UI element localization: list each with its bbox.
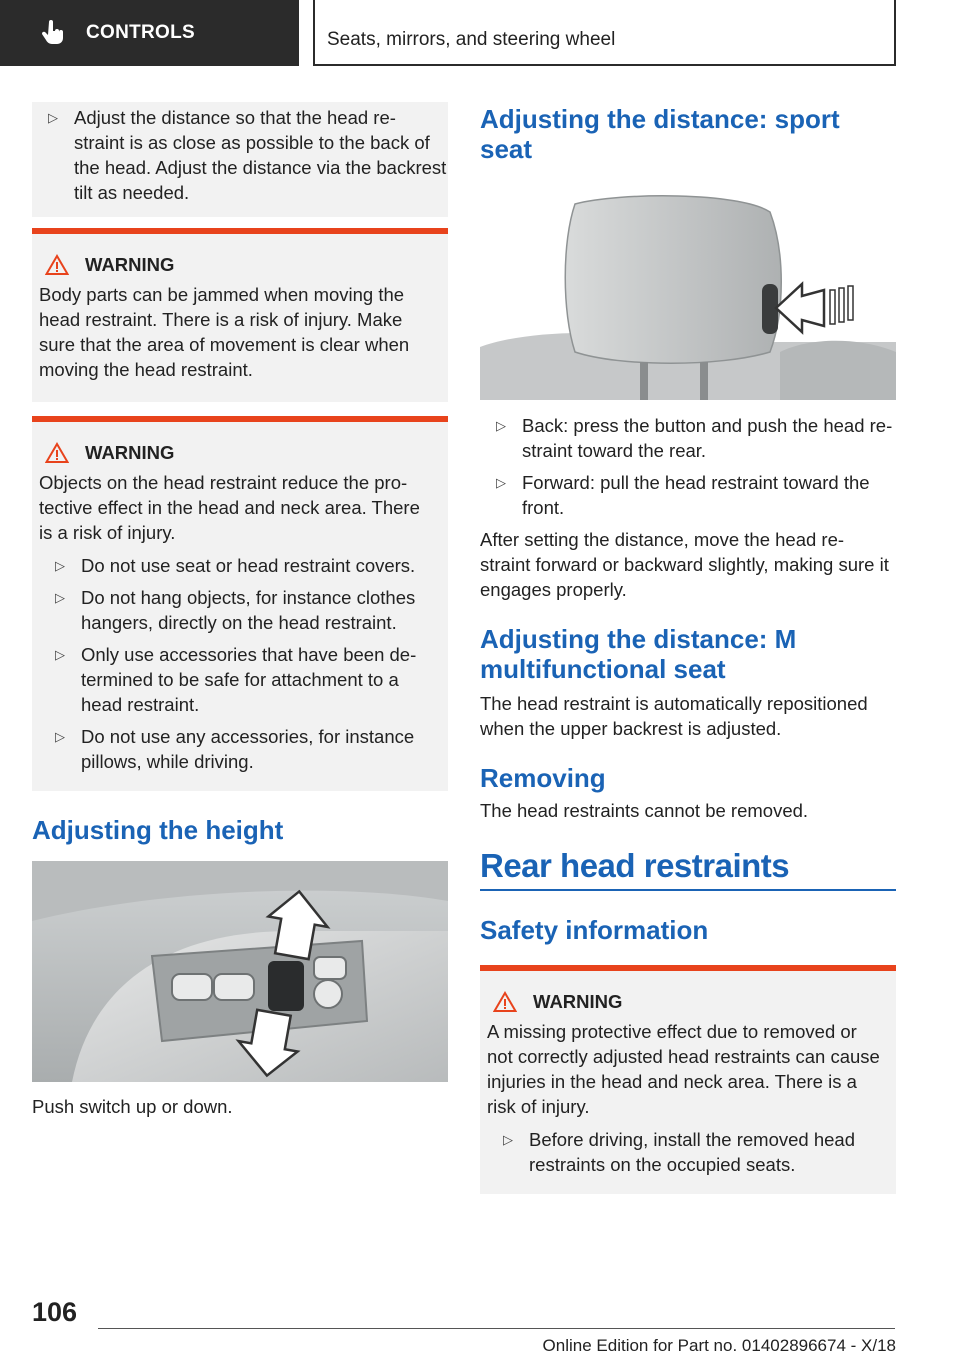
bullet-triangle-icon: ▷	[55, 729, 65, 744]
bullet-triangle-icon: ▷	[503, 1132, 513, 1147]
bullet-triangle-icon: ▷	[55, 647, 65, 662]
chapter-heading-rear-head-restraints: Rear head restraints	[480, 847, 790, 884]
page-number: 106	[32, 1297, 78, 1327]
removing-text: The head restraints cannot be removed.	[480, 800, 809, 821]
list-item: ▷ Do not use any accessories, for instance pillows, while driving.	[55, 726, 415, 772]
warning-bullet-list	[487, 1127, 882, 1177]
bullet-triangle-icon: ▷	[55, 590, 65, 605]
section-heading-sport-seat: Adjusting the distance: sport seat	[480, 104, 840, 164]
left-column	[32, 102, 448, 1119]
list-item: ▷ Do not use seat or head restraint covers.	[55, 555, 416, 576]
head-restraint-photo	[480, 192, 896, 400]
warning-triangle-icon	[45, 442, 69, 464]
list-item: ▷ Do not hang objects, for instance clothes hangers, directly on the head restraint.	[55, 587, 416, 633]
seat-switch-photo	[32, 861, 448, 1082]
footer-rule	[98, 1328, 895, 1329]
section-heading-safety: Safety information	[480, 915, 709, 945]
list-item: ▷ Before driving, install the removed head restraints on the occupied seats.	[503, 1129, 855, 1175]
section-heading-m-seat: Adjusting the distance: M multifunctional seat	[480, 624, 797, 684]
section-heading-removing: Removing	[480, 763, 606, 793]
hand-pointer-icon	[40, 20, 66, 46]
list-item: ▷ Adjust the distance so that the head re‐ straint is as close as possible to the back of the head. Adjust the distance via the backrest tilt as needed.	[48, 107, 447, 203]
bullet-triangle-icon: ▷	[496, 475, 506, 490]
warning-triangle-icon	[45, 254, 69, 276]
chapter-tab[interactable]	[0, 0, 299, 66]
warning-text: Objects on the head restraint reduce the pro‐ tective effect in the head and neck area. There is a risk of injury.	[39, 472, 420, 543]
warning-triangle-icon	[493, 991, 517, 1013]
continued-instruction-box	[32, 102, 448, 217]
right-column	[480, 102, 896, 1194]
list-item: ▷ Back: press the button and push the head re‐ straint toward the rear.	[496, 415, 893, 461]
sport-seat-bullet-list	[480, 413, 896, 520]
section-header	[313, 0, 896, 66]
section-heading-height: Adjusting the height	[32, 815, 284, 845]
heading-underline	[480, 889, 896, 891]
warning-bullet-list	[39, 553, 434, 774]
list-item: ▷ Forward: pull the head restraint toward the front.	[496, 472, 870, 518]
bullet-triangle-icon: ▷	[55, 558, 65, 573]
bullet-triangle-icon: ▷	[48, 110, 58, 125]
warning-box-jamming	[32, 228, 448, 402]
height-caption: Push switch up or down.	[32, 1096, 233, 1117]
warning-box-rear-restraints	[480, 965, 896, 1194]
warning-text: Body parts can be jammed when moving the head restraint. There is a risk of injury. Make sure that the area of movement is clear when moving the head restraint.	[39, 284, 410, 380]
warning-title: WARNING	[533, 991, 623, 1012]
warning-box-objects	[32, 416, 448, 791]
warning-title: WARNING	[85, 442, 175, 463]
warning-text: A missing protective effect due to removed or not correctly adjusted head restraints can cause injuries in the head and neck area. There is a risk of injury.	[487, 1021, 880, 1117]
edition-footer: Online Edition for Part no. 01402896674 - X/18	[542, 1336, 896, 1355]
bullet-triangle-icon: ▷	[496, 418, 506, 433]
sport-seat-note: After setting the distance, move the head re‐ straint forward or backward slightly, making sure it engages properly.	[480, 529, 889, 600]
chapter-label: CONTROLS	[86, 22, 196, 43]
section-title: Seats, mirrors, and steering wheel	[327, 29, 616, 50]
list-item: ▷ Only use accessories that have been de‐ termined to be safe for attachment to a head restraint.	[55, 644, 417, 715]
warning-title: WARNING	[85, 254, 175, 275]
m-seat-text: The head restraint is automatically repositioned when the upper backrest is adjusted.	[480, 693, 868, 739]
